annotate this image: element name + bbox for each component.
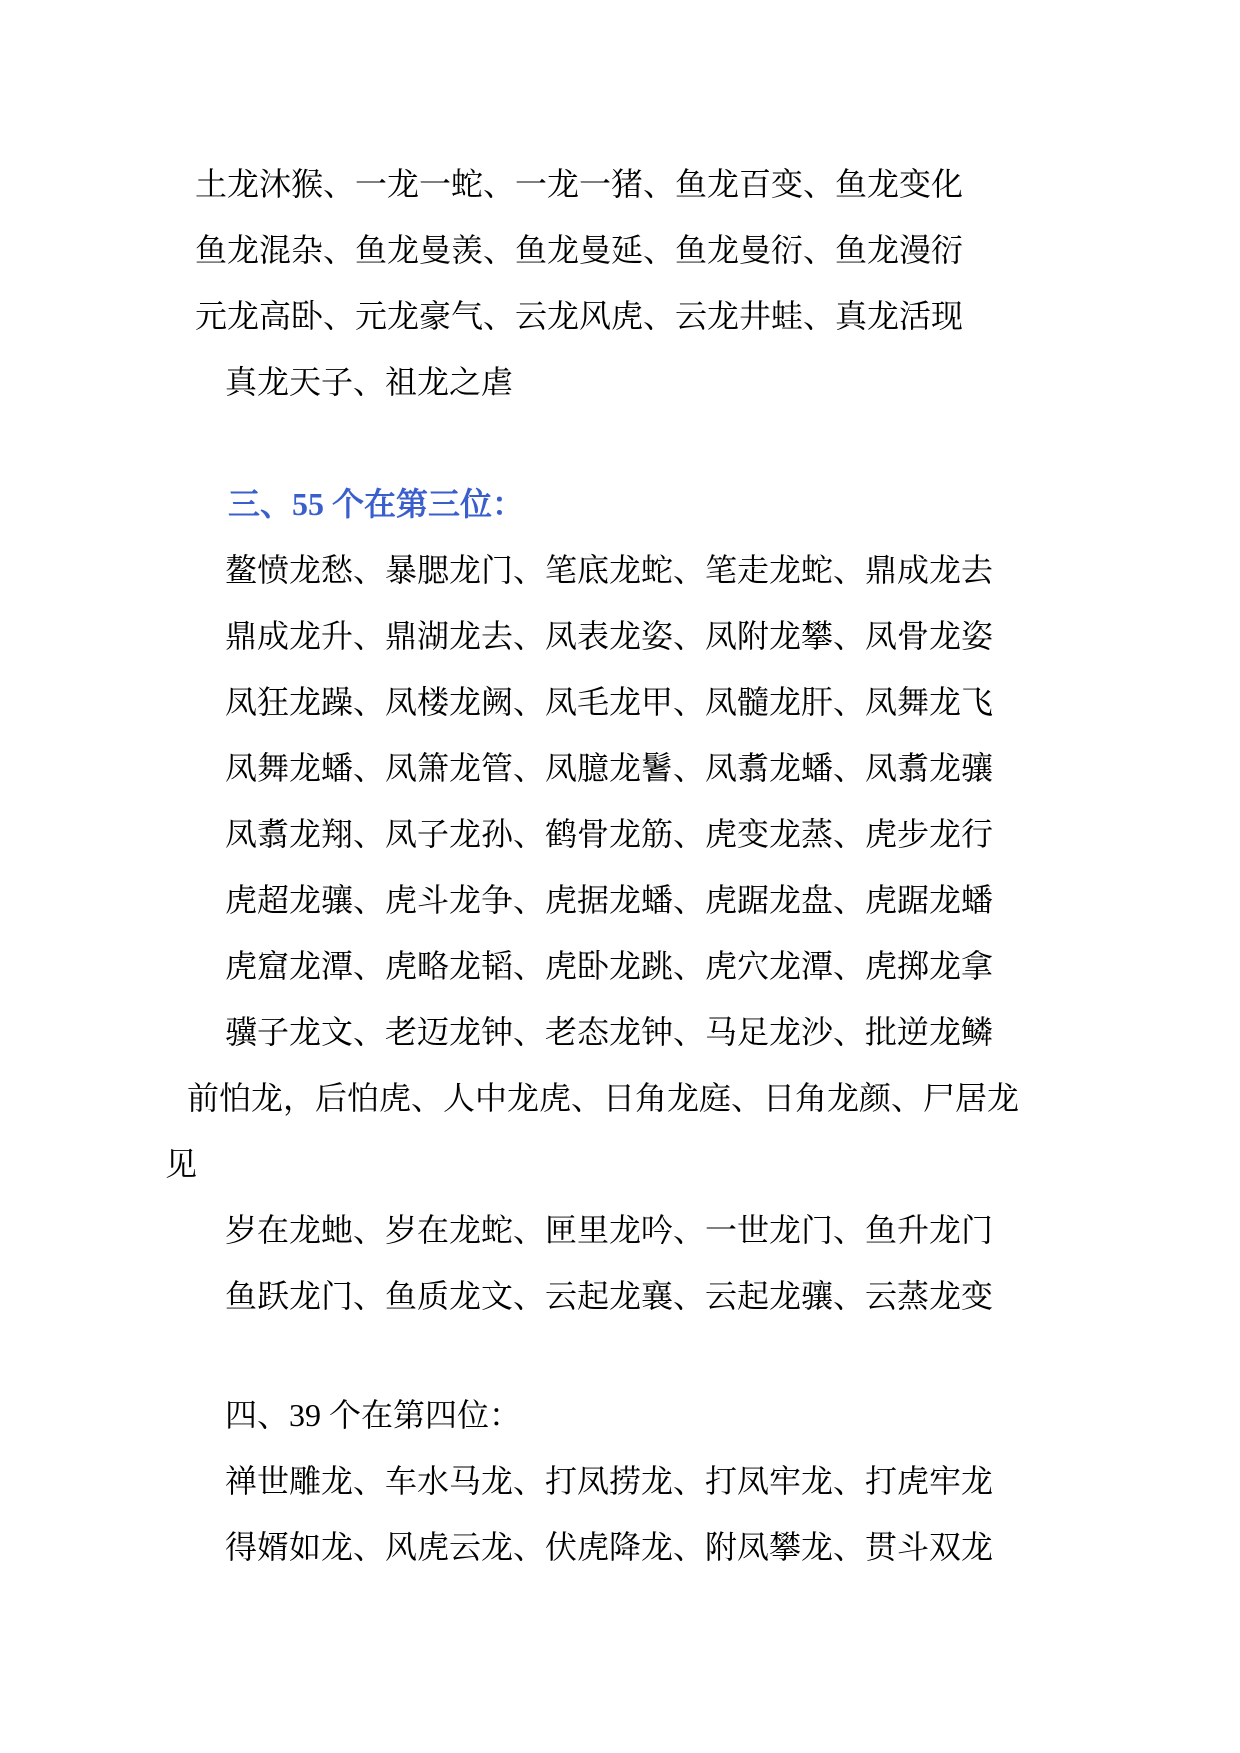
idiom-line: 鼎成龙升、鼎湖龙去、凤表龙姿、凤附龙攀、凤骨龙姿 [225,618,994,654]
idiom-line: 鱼龙混杂、鱼龙曼羡、鱼龙曼延、鱼龙曼衍、鱼龙漫衍 [195,232,964,268]
idiom-line: 骥子龙文、老迈龙钟、老态龙钟、马足龙沙、批逆龙鳞 [225,1014,994,1050]
idiom-line: 凤舞龙蟠、凤箫龙管、凤臆龙鬐、凤翥龙蟠、凤翥龙骧 [225,750,994,786]
idiom-line: 凤狂龙躁、凤楼龙阙、凤毛龙甲、凤髓龙肝、凤舞龙飞 [225,684,994,720]
idiom-line: 凤翥龙翔、凤子龙孙、鹤骨龙筋、虎变龙蒸、虎步龙行 [225,816,994,852]
idiom-line: 鱼跃龙门、鱼质龙文、云起龙襄、云起龙骧、云蒸龙变 [225,1278,994,1314]
idiom-line: 前怕龙，后怕虎、人中龙虎、日角龙庭、日角龙颜、尸居龙 [187,1080,1020,1116]
idiom-line: 禅世雕龙、车水马龙、打凤捞龙、打凤牢龙、打虎牢龙 [225,1463,994,1499]
idiom-line: 虎窟龙潭、虎略龙韬、虎卧龙跳、虎穴龙潭、虎掷龙拿 [225,948,994,984]
idiom-line: 得婿如龙、风虎云龙、伏虎降龙、附凤攀龙、贯斗双龙 [225,1529,994,1565]
idiom-line: 鳌愤龙愁、暴腮龙门、笔底龙蛇、笔走龙蛇、鼎成龙去 [225,552,994,588]
idiom-line: 虎超龙骧、虎斗龙争、虎据龙蟠、虎踞龙盘、虎踞龙蟠 [225,882,994,918]
idiom-line: 元龙高卧、元龙豪气、云龙风虎、云龙井蛙、真龙活现 [195,298,964,334]
idiom-line: 真龙天子、祖龙之虐 [225,364,514,400]
idiom-line: 岁在龙虵、岁在龙蛇、匣里龙吟、一世龙门、鱼升龙门 [225,1212,994,1248]
idiom-line: 土龙沐猴、一龙一蛇、一龙一猪、鱼龙百变、鱼龙变化 [195,166,964,202]
idiom-line-wrap: 见 [165,1146,198,1182]
section-4-heading: 四、39 个在第四位： [225,1397,522,1433]
section-3-heading: 三、55 个在第三位： [228,486,525,522]
